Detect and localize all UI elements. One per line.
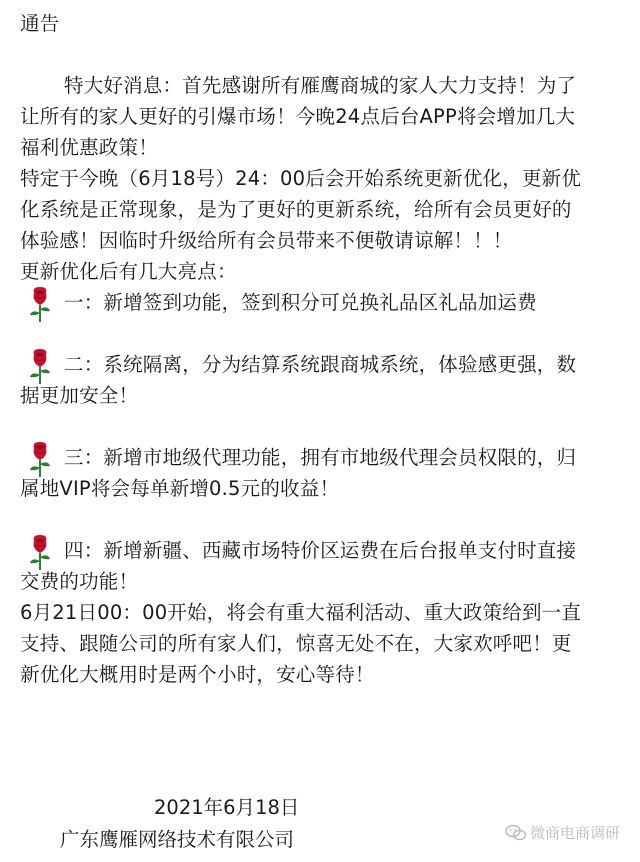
highlight-item-4-cont: 交费的功能！ <box>20 570 139 593</box>
intro-line-1: 特大好消息：首先感谢所有雁鹰商城的家人大力支持！为了 <box>64 74 577 97</box>
highlight-item-3-cont: 属地VIP将会每单新增0.5元的收益！ <box>20 477 340 500</box>
spacer <box>20 318 625 349</box>
highlight-item-2-text: 二：系统隔离，分为结算系统跟商城系统，体验感更强，数 <box>64 353 577 376</box>
wechat-icon <box>505 824 527 842</box>
highlight-item-1-text: 一：新增签到功能，签到积分可兑换礼品区礼品加运费 <box>64 291 537 314</box>
rose-icon <box>26 347 54 385</box>
highlight-item-4-text: 四：新增新疆、西藏市场特价区运费在后台报单支付时直接 <box>64 539 577 562</box>
closing-line-3: 新优化大概用时是两个小时，安心等待！ <box>20 663 375 686</box>
notice-date: 2021年6月18日 <box>154 796 300 819</box>
intro-line-2: 让所有的家人更好的引爆市场！今晚24点后台APP将会增加几大 <box>20 105 576 128</box>
closing-line-1: 6月21日00：00开始，将会有重大福利活动、重大政策给到一直 <box>20 601 582 624</box>
rose-icon <box>26 533 54 571</box>
highlights-heading: 更新优化后有几大亮点： <box>20 260 237 283</box>
highlight-item-2 <box>20 349 625 380</box>
notice-title: 通告 <box>20 12 60 35</box>
highlight-item-2-cont: 据更加安全！ <box>20 384 139 407</box>
intro-line-3: 福利优惠政策！ <box>20 136 158 159</box>
update-line-2: 化系统是正常现象，是为了更好的更新系统，给所有会员更好的 <box>20 198 572 221</box>
spacer <box>20 504 625 535</box>
spacer <box>20 39 625 70</box>
highlight-item-3 <box>20 442 625 473</box>
watermark <box>505 822 620 843</box>
highlight-item-1 <box>20 287 625 318</box>
spacer <box>20 411 625 442</box>
closing-line-2: 支持、跟随公司的所有家人们，惊喜无处不在，大家欢呼吧！更 <box>20 632 572 655</box>
update-line-1: 特定于今晚（6月18号）24：00后会开始系统更新优化，更新优 <box>20 167 582 190</box>
update-line-3: 体验感！因临时升级给所有会员带来不便敬请谅解！！！ <box>20 229 513 252</box>
company-signature: 广东鹰雁网络技术有限公司 <box>60 828 295 851</box>
highlight-item-4 <box>20 535 625 566</box>
watermark-text: 微商电商调研 <box>530 824 621 842</box>
rose-icon <box>26 440 54 478</box>
highlight-item-3-text: 三：新增市地级代理功能，拥有市地级代理会员权限的，归 <box>64 446 577 469</box>
rose-icon <box>26 285 54 323</box>
notice-document <box>20 8 625 690</box>
